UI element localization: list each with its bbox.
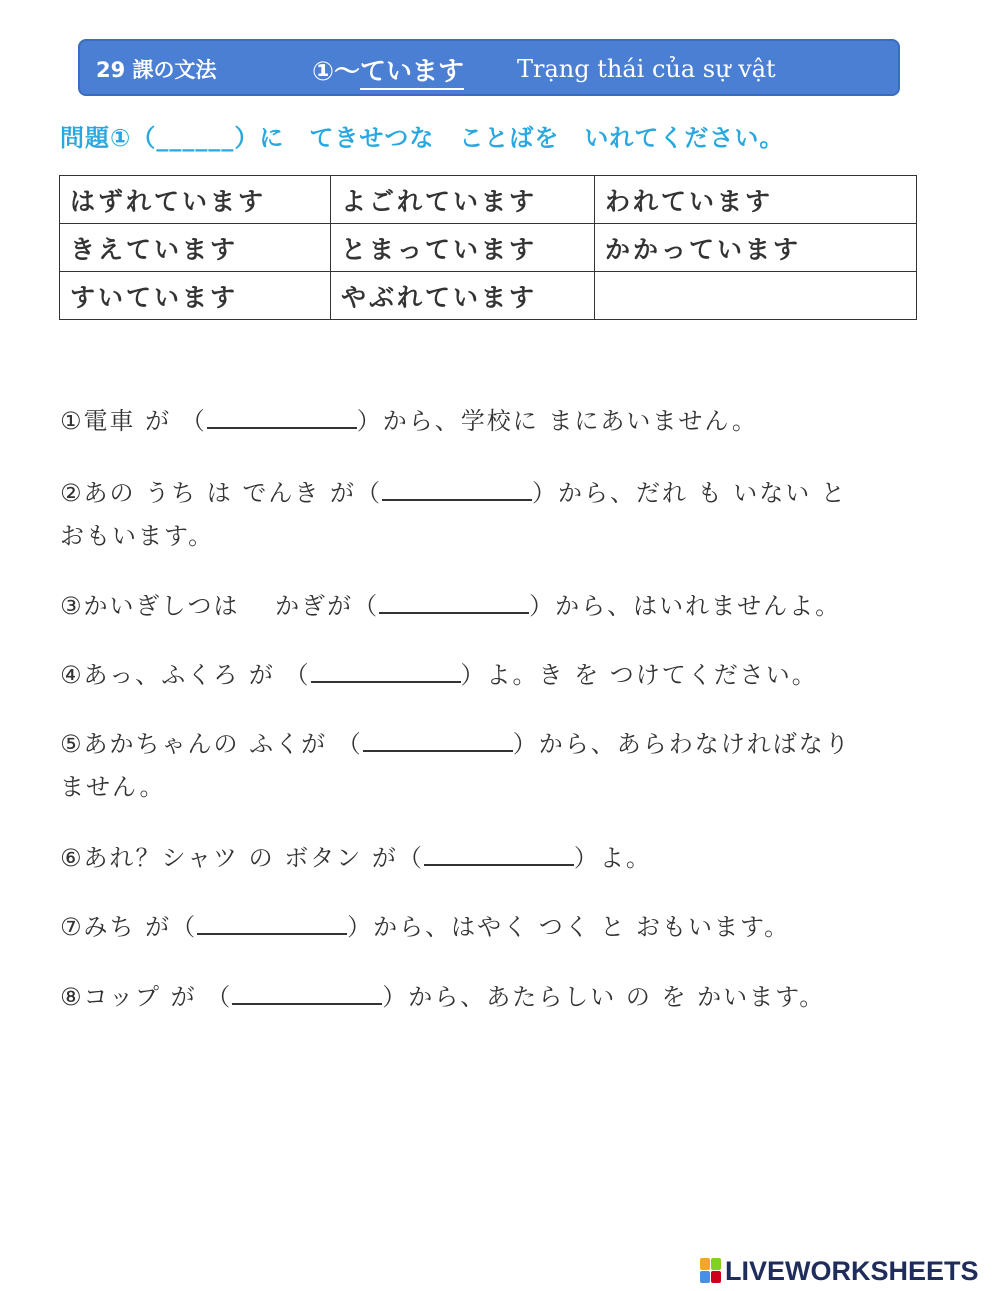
- question-text: ）よ。き を つけてください。: [460, 661, 818, 689]
- question-2: [60, 473, 847, 508]
- question-5-continued: [60, 767, 165, 802]
- liveworksheets-logo: [700, 1255, 979, 1287]
- grammar-meaning: Trạng thái của sự vật: [517, 55, 776, 83]
- question-text: ②あの うち は でんき が（: [60, 479, 383, 507]
- question-text: ）よ。: [573, 844, 652, 872]
- answer-blank-5[interactable]: [363, 730, 513, 752]
- question-text: ④あっ、ふくろ が （: [60, 661, 311, 689]
- question-text: ）から、だれ も いない と: [532, 479, 847, 507]
- word-bank-row: [60, 176, 917, 224]
- grammar-pattern-form: ています: [360, 57, 464, 90]
- question-text: ）から、はいれませんよ。: [529, 592, 842, 620]
- word-bank-cell: われています: [595, 176, 917, 224]
- word-bank-cell: かかっています: [595, 224, 917, 272]
- word-bank-cell: すいています: [60, 272, 331, 320]
- word-bank-cell: やぶれています: [331, 272, 595, 320]
- grammar-pattern: [312, 51, 464, 88]
- word-bank-cell: [595, 272, 917, 320]
- word-bank-cell: とまっています: [331, 224, 595, 272]
- answer-blank-8[interactable]: [232, 983, 382, 1005]
- question-4: [60, 655, 818, 690]
- question-text: ⑦みち が（: [60, 913, 198, 941]
- answer-blank-4[interactable]: [311, 661, 461, 683]
- word-bank-table: [59, 175, 917, 320]
- lesson-header-banner: [78, 39, 900, 96]
- exercise-instruction: 問題①（______）に てきせつな ことばを いれてください。: [60, 124, 785, 152]
- answer-blank-1[interactable]: [207, 407, 357, 429]
- question-text: ⑤あかちゃんの ふくが （: [60, 730, 363, 758]
- answer-blank-7[interactable]: [197, 913, 347, 935]
- word-bank-row: [60, 224, 917, 272]
- question-text: ）から、はやく つく と おもいます。: [347, 913, 791, 941]
- question-text: ⑥あれ？シャツ の ボタン が（: [60, 844, 424, 872]
- word-bank-cell: はずれています: [60, 176, 331, 224]
- liveworksheets-logo-text: LIVEWORKSHEETS: [725, 1255, 979, 1286]
- question-5: [60, 724, 851, 759]
- question-2-continued: [60, 516, 214, 551]
- question-text: おもいます。: [60, 522, 215, 550]
- word-bank-cell: きえています: [60, 224, 331, 272]
- question-text: ①電車 が （: [60, 407, 207, 435]
- question-3: [60, 586, 841, 621]
- word-bank-row: [60, 272, 917, 320]
- question-text: ③かいぎしつは かぎが（: [60, 592, 380, 620]
- question-text: ）から、学校に まにあいません。: [356, 407, 758, 435]
- word-bank-cell: よごれています: [331, 176, 595, 224]
- question-text: ）から、あたらしい の を かいます。: [382, 983, 826, 1011]
- liveworksheets-logo-icon: [700, 1258, 722, 1284]
- question-text: ）から、あらわなければなり: [512, 730, 851, 758]
- answer-blank-6[interactable]: [424, 844, 574, 866]
- grammar-pattern-prefix: ①～: [312, 57, 361, 87]
- question-7: [60, 907, 790, 942]
- lesson-title: 29 課の文法: [96, 58, 217, 82]
- answer-blank-2[interactable]: [382, 479, 532, 501]
- question-8: [60, 977, 825, 1012]
- question-6: [60, 838, 652, 873]
- question-1: [60, 401, 758, 436]
- question-text: ⑧コップ が （: [60, 983, 233, 1011]
- question-text: ません。: [60, 773, 166, 801]
- answer-blank-3[interactable]: [379, 592, 529, 614]
